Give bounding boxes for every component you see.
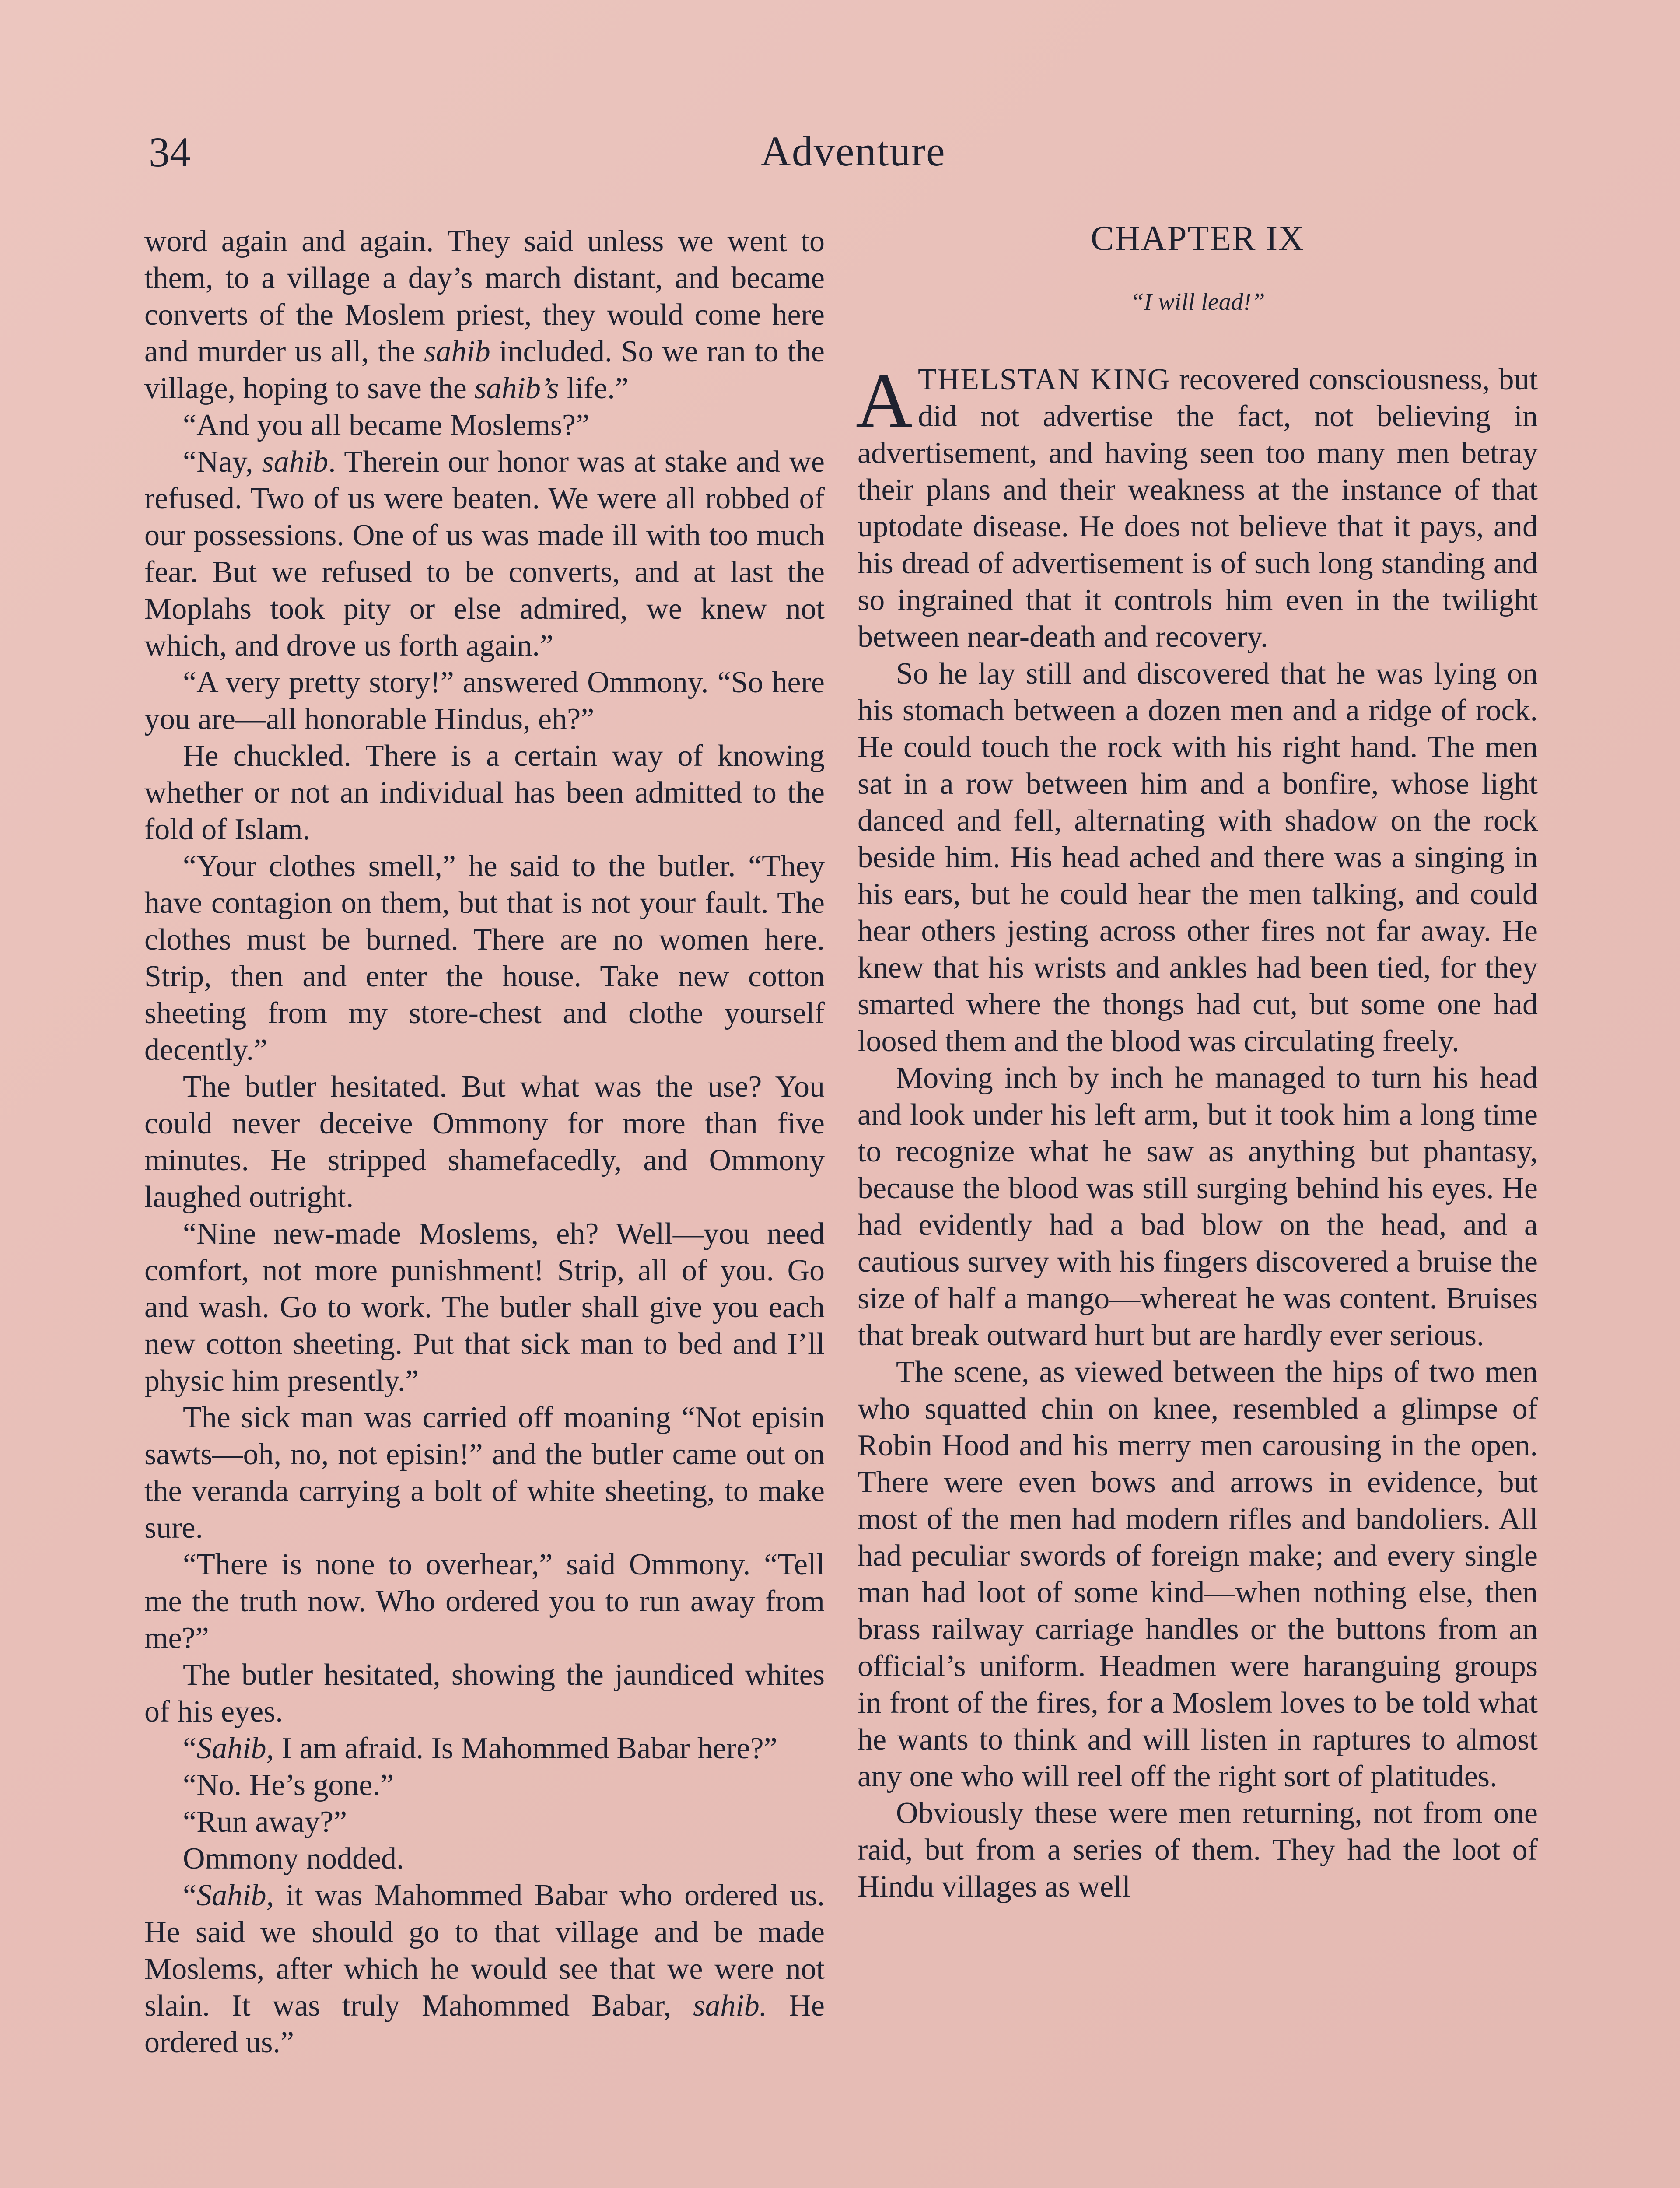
- paragraph: “There is none to overhear,” said Ommony. “Tell me the truth now. Who ordered you to run away from me?”: [144, 1548, 825, 1655]
- right-column: [858, 219, 1538, 1905]
- paragraph: Obviously these were men returning, not from one raid, but from a series of them. They had the loot of Hindu villages as well: [858, 1796, 1538, 1904]
- left-column: [144, 223, 825, 2061]
- paragraph: Ommony nodded.: [183, 1842, 404, 1876]
- paragraph: The butler hesitated, showing the jaundiced whites of his eyes.: [144, 1658, 825, 1729]
- paragraph: The butler hesitated. But what was the use? You could never deceive Ommony for more than five minutes. He stripped shamefacedly, and Ommony laughed outright.: [144, 1070, 825, 1214]
- paragraph: “Nine new-made Moslems, eh? Well—you need comfort, not more punishment! Strip, all of you. Go and wash. Go to work. The butler shall give you each new cotton sheeting. Put that sick man to bed and I’ll physic him presently.”: [144, 1217, 825, 1398]
- paragraph: He chuckled. There is a certain way of knowing whether or not an individual has been admitted to the fold of Islam.: [144, 739, 825, 846]
- paragraph: “Nay, sahib. Therein our honor was at stake and we refused. Two of us were beaten. We were all robbed of our possessions. One of us was made ill with too much fear. But we refused to be converts, and at last the Moplahs took pity or else admired, we knew not which, and drove us forth again.”: [144, 445, 825, 663]
- chapter-heading: CHAPTER IX: [1091, 219, 1305, 258]
- chapter-motto: “I will lead!”: [1130, 288, 1265, 316]
- drop-cap: A: [856, 357, 913, 444]
- paragraph: “Sahib, it was Mahommed Babar who ordered us. He said we should go to that village and be made Moslems, after which he would see that we were not slain. It was truly Mahommed Babar, sahib. He ordered us.”: [144, 1879, 825, 2059]
- paragraph: ATHELSTAN KING recovered consciousness, but did not advertise the fact, not believing in advertisement, and having seen too many men betray their plans and their weakness at the instance of that uptodate disease. He does not believe that it pays, and his dread of advertisement is of such long standing and so ingrained that it controls him even in the twilight between near-death and recovery.: [856, 357, 1538, 654]
- paragraph: So he lay still and discovered that he was lying on his stomach between a dozen men and a ridge of rock. He could touch the rock with his right hand. The men sat in a row between him and a bonfire, whose light danced and fell, alternating with shadow on the rock beside him. His head ached and there was a singing in his ears, but he could hear the men talking, and could hear others jesting across other fires not far away. He knew that his wrists and ankles had been tied, for they smarted where the thongs had cut, but some one had loosed them and the blood was circulating freely.: [858, 657, 1538, 1058]
- paragraph: “No. He’s gone.”: [183, 1768, 394, 1802]
- paragraph: The scene, as viewed between the hips of two men who squatted chin on knee, resembled a glimpse of Robin Hood and his merry men carousing in the open. There were even bows and arrows in evidence, but most of the men had modern rifles and bandoliers. All had peculiar swords of foreign make; and every single man had loot of some kind—when nothing else, then brass railway carriage handles or the buttons from an official’s uniform. Headmen were haranguing groups in front of the fires, for a Moslem loves to be told what he wants to think and will listen in raptures to almost any one who will reel off the right sort of platitudes.: [858, 1355, 1538, 1793]
- paragraph: Moving inch by inch he managed to turn his head and look under his left arm, but it took him a long time to recognize what he saw as anything but phantasy, because the blood was still surging behind his eyes. He had evidently had a bad blow on the head, and a cautious survey with his fingers discovered a bruise the size of half a mango—whereat he was content. Bruises that break outward hurt but are hardly ever serious.: [858, 1061, 1538, 1352]
- page-number: 34: [149, 129, 191, 175]
- paragraph: The sick man was carried off moaning “Not episin sawts—oh, no, not episin!” and the butler came out on the veranda carrying a bolt of white sheeting, to make sure.: [144, 1401, 825, 1545]
- paragraph: “Your clothes smell,” he said to the butler. “They have contagion on them, but that is not your fault. The clothes must be burned. There are no women here. Strip, then and enter the house. Take new cotton sheeting from my store-chest and clothe yourself decently.”: [144, 849, 825, 1067]
- paragraph: “Run away?”: [183, 1805, 347, 1839]
- paragraph: “Sahib, I am afraid. Is Mahommed Babar here?”: [183, 1732, 777, 1765]
- paragraph: word again and again. They said unless we went to them, to a village a day’s march distant, and became converts of the Moslem priest, they would come here and murder us all, the sahib included. So we ran to the village, hoping to save the sahib’s life.”: [144, 224, 825, 405]
- paragraph: “And you all became Moslems?”: [183, 408, 590, 442]
- paragraph: “A very pretty story!” answered Ommony. “So here you are—all honorable Hindus, eh?”: [144, 666, 825, 736]
- running-title: Adventure: [760, 128, 946, 175]
